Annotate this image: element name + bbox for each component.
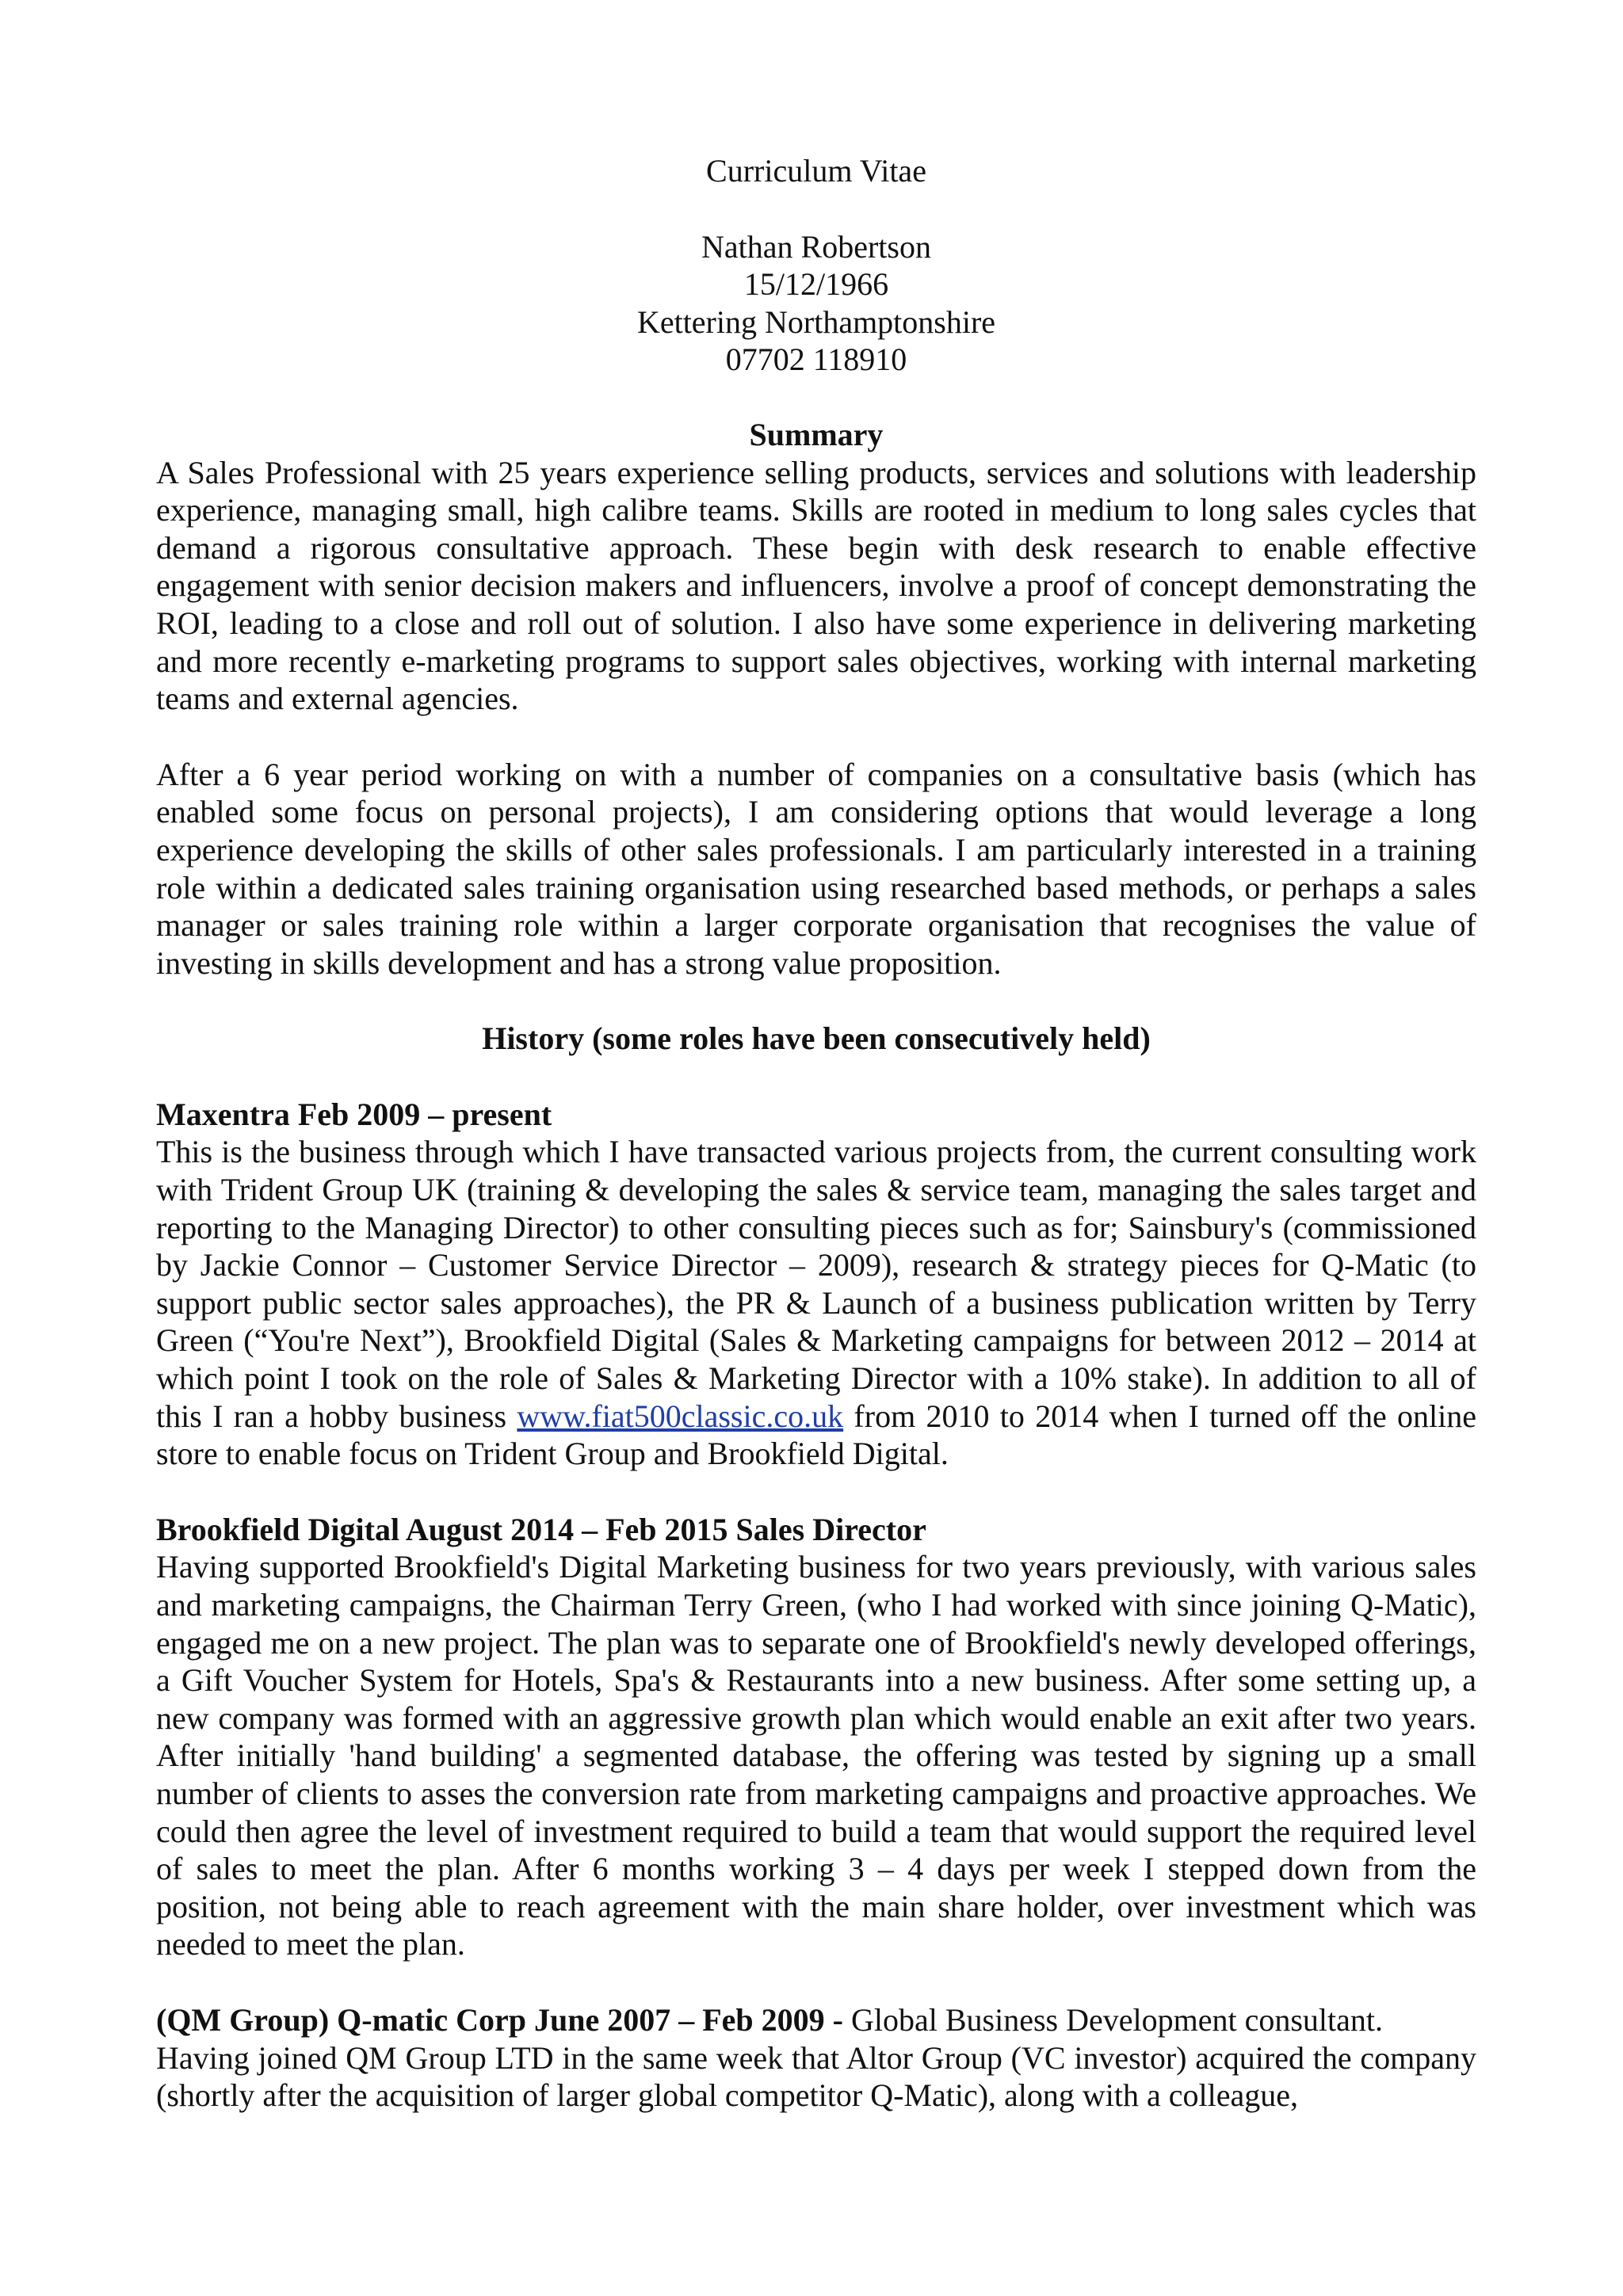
summary-paragraph-1: A Sales Professional with 25 years experience selling products, services and solutions with leadership experience, managing small, high calibre teams. Skills are rooted in medium to long sales cycles that demand a rigorous consultative approach. These begin with desk research to enable effective engagement with senior decision makers and influencers, involve a proof of concept demonstrating the ROI, leading to a close and roll out of solution. I also have some experience in delivering marketing and more recently e-marketing programs to support sales objectives, working with internal marketing teams and external agencies. [156,454,1476,717]
document-title: Curriculum Vitae [706,153,926,189]
location: Kettering Northamptonshire [636,303,996,340]
qmatic-role-name: Global Business Development consultant. [842,2001,1383,2038]
history-heading: History (some roles have been consecutively held) [482,1020,1151,1057]
maxentra-role-title: Maxentra Feb 2009 – present [156,1096,552,1132]
qmatic-description: Having joined QM Group LTD in the same week that Altor Group (VC investor) acquired the company (shortly after the acquisition of larger global competitor Q-Matic), along with a colleague, [156,2039,1476,2114]
summary-paragraph-2: After a 6 year period working on with a number of companies on a consultative basis (which has enabled some focus on personal projects), I am considering options that would leverage a long experience developing the skills of other sales professionals. I am particularly interested in a training role within a dedicated sales training organisation using researched based methods, or perhaps a sales manager or sales training role within a larger corporate organisation that recognises the value of investing in skills development and has a strong value proposition. [156,756,1476,981]
qmatic-role-title: (QM Group) Q-matic Corp June 2007 – Feb 2009 - [156,2001,843,2038]
brookfield-role-title: Brookfield Digital August 2014 – Feb 2015 Sales Director [156,1511,926,1547]
qmatic-role-line [156,2001,1476,2039]
fiat500-website-link[interactable]: www.fiat500classic.co.uk [517,1398,844,1434]
maxentra-text-before-link: This is the business through which I have transacted various projects from, the current consulting work with Trident Group UK (training & developing the sales & service team, managing the sales target and reporting to the Managing Director) to other consulting pieces such as for; Sainsbury's (commissioned by Jackie Connor – Customer Service Director – 2009), research & strategy pieces for Q-Matic (to support public sector sales approaches), the PR & Launch of a business publication written by Terry Green (“You're Next”), Brookfield Digital (Sales & Marketing campaigns for between 2012 – 2014 at which point I took on the role of Sales & Marketing Director with a 10% stake). In addition to all of this I ran a hobby business [156,1134,1476,1434]
cv-page [156,152,1476,2115]
date-of-birth: 15/12/1966 [743,266,889,303]
maxentra-description [156,1133,1476,1472]
phone-number: 07702 118910 [725,341,907,378]
maxentra-text-after-link: from 2010 to 2014 when I turned off the online store to enable focus on Trident Group and Brookfield Digital. [156,1398,1477,1472]
cv-header [156,152,1476,379]
candidate-name: Nathan Robertson [701,228,931,265]
brookfield-description: Having supported Brookfield's Digital Marketing business for two years previously, with various sales and marketing campaigns, the Chairman Terry Green, (who I had worked with since joining Q-Matic), engaged me on a new project. The plan was to separate one of Brookfield's newly developed offerings, a Gift Voucher System for Hotels, Spa's & Restaurants into a new business. After some setting up, a new company was formed with an aggressive growth plan which would enable an exit after two years. After initially 'hand building' a segmented database, the offering was tested by signing up a small number of clients to asses the conversion rate from marketing campaigns and proactive approaches. We could then agree the level of investment required to build a team that would support the required level of sales to meet the plan. After 6 months working 3 – 4 days per week I stepped down from the position, not being able to reach agreement with the main share holder, over investment which was needed to meet the plan. [156,1549,1476,1962]
summary-heading: Summary [749,416,884,452]
